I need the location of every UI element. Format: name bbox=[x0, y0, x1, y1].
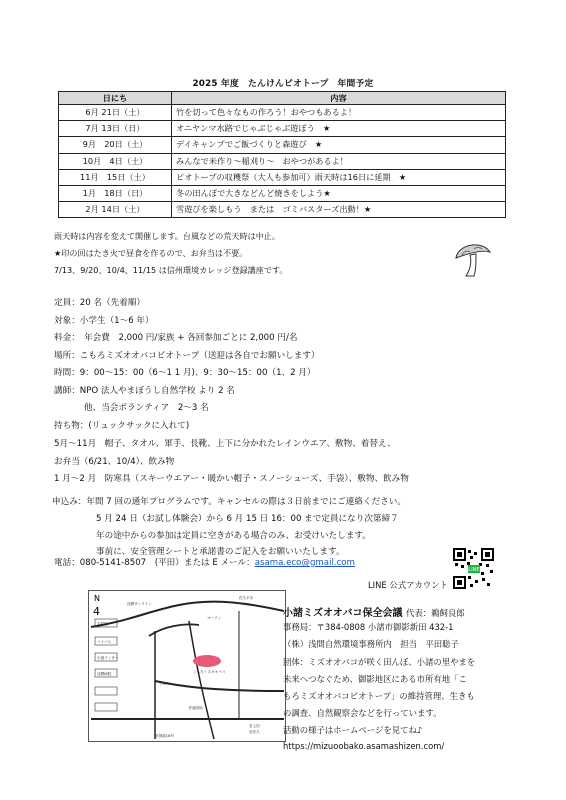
row-date: 11月 15日（土） bbox=[59, 169, 172, 185]
note-lunch: ★印の回はたき火で昼食を作るので、お弁当は不要。 bbox=[54, 248, 248, 258]
items-lunch: お弁当（6/21、10/4）、飲み物 bbox=[54, 457, 175, 467]
map-label: 至佐久 bbox=[249, 730, 260, 734]
row-date: 7月 13日（日） bbox=[59, 121, 172, 137]
fee: 料金： 年会費 2,000 円/家族 + 各回参加ごとに 2,000 円/名 bbox=[54, 333, 298, 343]
org-desc-1: 団体：ミズオオバコが咲く田んぼ、小諸の里やまを bbox=[283, 657, 476, 667]
org-homepage-note: 活動の様子はホームページを見てね♪ bbox=[283, 725, 423, 735]
map-label: ツルヤ bbox=[159, 682, 170, 686]
schedule-table bbox=[58, 91, 506, 218]
row-content: みんなで米作り～稲刈り～ おやつがあるよ！ bbox=[172, 153, 506, 169]
map-label: 至上田 bbox=[249, 724, 260, 728]
org-office-2: （株）浅間自然環境事務所内 担当 平田聡子 bbox=[283, 639, 459, 649]
map-label: 至国道18号 bbox=[155, 734, 174, 738]
apply-line-3: 年の途中からの参加は定員に空きがある場合のみ、お受けいたします。 bbox=[96, 531, 371, 541]
note-rain: 雨天時は内容を変えて開催します。台風などの荒天時は中止。 bbox=[54, 231, 280, 241]
instructor-volunteer: 他、当会ボランティア 2～3 名 bbox=[84, 403, 209, 413]
apply-line-4: 事前に、安全管理シートと承諾書のご記入をお願いいたします。 bbox=[96, 547, 345, 557]
row-date: 2月 14日（土） bbox=[59, 202, 172, 218]
map-label: 柏屋酒店 bbox=[189, 706, 204, 710]
map-label: バイパス bbox=[97, 640, 112, 644]
map-label: 浅間サンライン bbox=[127, 602, 152, 606]
target: 対象：小学生（1～6 年） bbox=[54, 316, 154, 326]
qr-code-icon[interactable] bbox=[453, 548, 494, 589]
capacity: 定員：20 名（先着順） bbox=[54, 298, 146, 308]
apply-line-1: 申込み：年間 7 回の通年プログラムです。キャンセルの際は３日前までにご連絡ください。 bbox=[52, 497, 406, 507]
org-name: 小諸ミズオオバコ保全会議 bbox=[283, 608, 403, 619]
phone-text: 電話：080-5141-8507 (平田）または E メール： bbox=[54, 558, 255, 568]
map-label: 浅間病院 bbox=[97, 672, 112, 676]
org-representative: 代表：鵜飼良郎 bbox=[405, 608, 465, 618]
row-content: 竹を切って色々なもの作ろう！おやつもあるよ！ bbox=[172, 105, 506, 121]
row-date: 1月 18日（日） bbox=[59, 185, 172, 201]
org-desc-3: もろミズオオバコビオトープ」の維持管理、生きも bbox=[283, 691, 475, 701]
map-label: 平原駅 bbox=[97, 622, 108, 626]
contact-phone bbox=[54, 556, 355, 568]
items-summer: 5月～11月 帽子、タオル、軍手、長靴、上下に分かれたレインウエア、敷物、着替え、 bbox=[54, 439, 396, 449]
org-office: 事務局：〒384-0808 小諸市御影新田 432-1 bbox=[283, 622, 454, 632]
qr-line-caption: LINE bbox=[468, 567, 480, 573]
table-row bbox=[59, 202, 506, 218]
row-content: オニヤンマ水路でじゃぶじゃぶ遊ぼう ★ bbox=[172, 121, 506, 137]
row-content: デイキャンプでご飯づくりと森遊び ★ bbox=[172, 137, 506, 153]
org-desc-4: の調査、自然観察会などを行っています。 bbox=[283, 708, 442, 718]
table-row bbox=[59, 105, 506, 121]
row-content: 雪遊びを楽しもう または ゴミバスターズ出動！★ bbox=[172, 202, 506, 218]
instructor: 講師：NPO 法人やまぼうし自然学校 より 2 名 bbox=[54, 386, 235, 396]
row-date: 9月 20日（土） bbox=[59, 137, 172, 153]
note-college: 7/13、9/20、10/4、11/15 は信州環境カレッジ登録講座です。 bbox=[54, 265, 288, 275]
header-content: 内容 bbox=[172, 92, 506, 105]
line-account-label: LINE 公式アカウント bbox=[368, 580, 448, 590]
table-header-row bbox=[59, 92, 506, 105]
header-date: 日にち bbox=[59, 92, 172, 105]
org-url[interactable]: https://mizuoobako.asamashizen.com/ bbox=[283, 741, 445, 751]
map-label: 佐久平市 bbox=[239, 596, 254, 600]
time: 時間：9：00～15：00（6～1 1 月)、9：30～15：00（1、2 月） bbox=[54, 368, 316, 378]
table-row bbox=[59, 121, 506, 137]
org-desc-2: 未来へつなぐため、御影地区にある市所有地「こ bbox=[283, 674, 467, 684]
mushroom-icon bbox=[452, 238, 494, 280]
row-content: 冬の田んぼで大きなどんど焼きをしよう★ bbox=[172, 185, 506, 201]
page-title: 2025 年度 たんけんビオトープ 年間予定 bbox=[192, 79, 374, 89]
table-row bbox=[59, 137, 506, 153]
items-winter: 1 月～2 月 防寒具（スキーウエアー・暖かい帽子・スノーシューズ、手袋）、敷物、飲み物 bbox=[54, 474, 409, 484]
svg-text:4: 4 bbox=[93, 605, 100, 618]
table-row bbox=[59, 153, 506, 169]
map-north: N bbox=[94, 594, 100, 603]
table-row bbox=[59, 185, 506, 201]
map-label: こもろミズオオバコ bbox=[193, 670, 226, 674]
org-heading bbox=[283, 604, 465, 619]
items-heading: 持ち物：(リュックサックに入れて) bbox=[54, 421, 190, 431]
access-map bbox=[88, 590, 286, 742]
row-date: 6月 21日（土） bbox=[59, 105, 172, 121]
map-label: ヨーソン bbox=[207, 616, 222, 620]
row-content: ビオトープの収穫祭（大人も参加可）雨天時は16日に延期 ★ bbox=[172, 169, 506, 185]
table-row bbox=[59, 169, 506, 185]
place: 場所：こもろミズオオバコビオトープ（送迎は各自でお願いします） bbox=[54, 351, 320, 361]
row-date: 10月 4日（土） bbox=[59, 153, 172, 169]
email-link[interactable]: asama.eco@gmail.com bbox=[254, 558, 355, 568]
map-label: 小諸インター bbox=[97, 656, 119, 660]
apply-line-2: 5 月 24 日（お試し体験会）から 6 月 15 日 16：00 まで定員になり次第締７ bbox=[96, 514, 399, 524]
